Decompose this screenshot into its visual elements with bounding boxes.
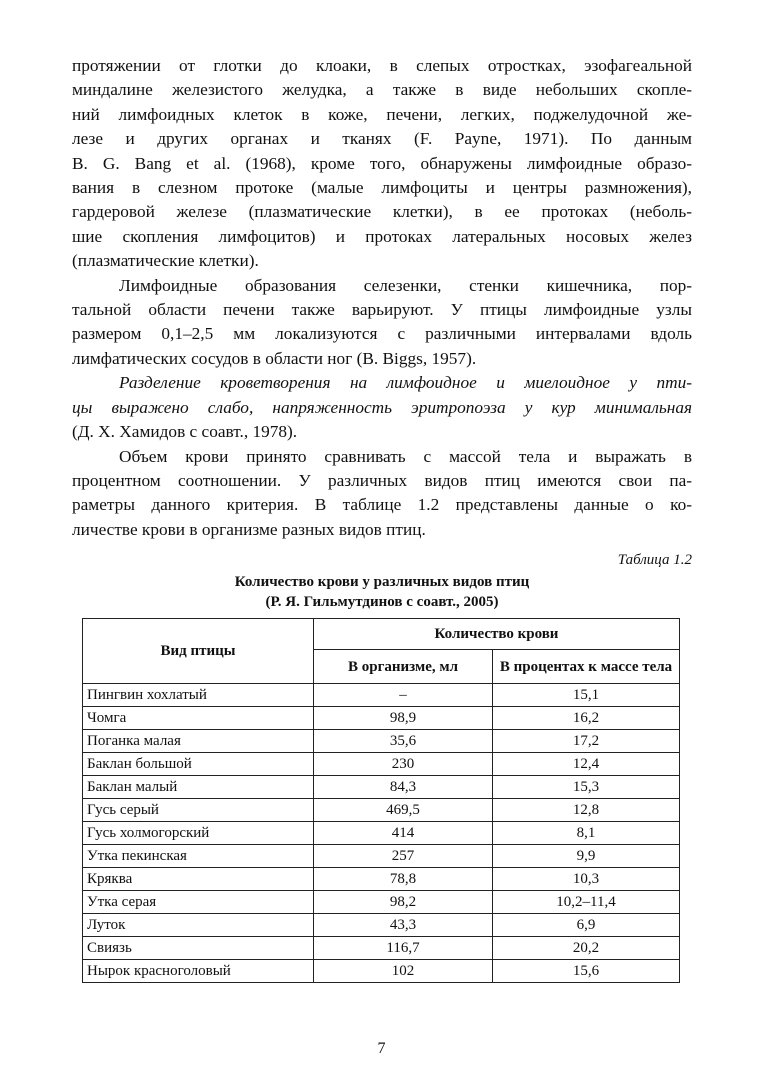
blood-ml-cell: – bbox=[314, 684, 493, 707]
species-cell: Баклан большой bbox=[83, 753, 314, 776]
blood-ml-cell: 230 bbox=[314, 753, 493, 776]
species-cell: Свиязь bbox=[83, 937, 314, 960]
blood-percent-cell: 8,1 bbox=[493, 822, 680, 845]
paragraph-3-italic-line: Разделение кроветворения на лимфоидное и миелоидное у пти- bbox=[119, 373, 692, 393]
paragraph-4 bbox=[72, 445, 692, 543]
paragraph-3-italic-line: цы выражено слабо, напряженность эритропоэза у кур минимальная bbox=[72, 397, 692, 417]
table-row bbox=[83, 868, 680, 891]
species-cell: Баклан малый bbox=[83, 776, 314, 799]
table-row bbox=[83, 937, 680, 960]
blood-ml-cell: 102 bbox=[314, 960, 493, 983]
header-in-body-ml: В организме, мл bbox=[314, 650, 493, 684]
blood-percent-cell: 16,2 bbox=[493, 707, 680, 730]
species-cell: Поганка малая bbox=[83, 730, 314, 753]
table-row bbox=[83, 960, 680, 983]
table-row bbox=[83, 707, 680, 730]
paragraph-2-line: тальной области печени также варьируют. У птицы лимфоидные узлы bbox=[72, 300, 692, 320]
table-title bbox=[72, 572, 692, 612]
blood-ml-cell: 116,7 bbox=[314, 937, 493, 960]
species-cell: Утка пекинская bbox=[83, 845, 314, 868]
table-row bbox=[83, 799, 680, 822]
blood-ml-cell: 98,9 bbox=[314, 707, 493, 730]
blood-ml-cell: 414 bbox=[314, 822, 493, 845]
blood-ml-cell: 98,2 bbox=[314, 891, 493, 914]
table-title-line-1: Количество крови у различных видов птиц bbox=[234, 574, 530, 591]
species-cell: Пингвин хохлатый bbox=[83, 684, 314, 707]
paragraph-4-line: раметры данного критерия. В таблице 1.2 представлены данные о ко- bbox=[72, 495, 692, 515]
paragraph-1-line: ний лимфоидных клеток в коже, печени, легких, поджелудочной же- bbox=[72, 104, 692, 124]
header-blood-quantity: Количество крови bbox=[314, 619, 680, 650]
paragraph-3-citation: (Д. Х. Хамидов с соавт., 1978). bbox=[72, 422, 298, 442]
paragraph-1-line: вания в слезном протоке (малые лимфоциты и центры размножения), bbox=[72, 178, 692, 198]
table-body bbox=[83, 684, 680, 983]
blood-ml-cell: 43,3 bbox=[314, 914, 493, 937]
paragraph-2 bbox=[72, 274, 692, 372]
blood-percent-cell: 15,1 bbox=[493, 684, 680, 707]
blood-volume-table bbox=[82, 618, 680, 983]
paragraph-1-line: (плазматические клетки). bbox=[72, 251, 259, 271]
paragraph-2-line: размером 0,1–2,5 мм локализуются с различными интервалами вдоль bbox=[72, 324, 692, 344]
paragraph-1-line: B. G. Bang et al. (1968), кроме того, обнаружены лимфоидные образо- bbox=[72, 153, 692, 173]
species-cell: Гусь холмогорский bbox=[83, 822, 314, 845]
paragraph-1-line: лезе и других органах и тканях (F. Payne, 1971). По данным bbox=[72, 129, 692, 149]
paragraph-1-line: миндалине железистого желудка, а также в виде небольших скопле- bbox=[72, 80, 692, 100]
table-row bbox=[83, 845, 680, 868]
species-cell: Гусь серый bbox=[83, 799, 314, 822]
species-cell: Нырок красноголовый bbox=[83, 960, 314, 983]
blood-percent-cell: 12,8 bbox=[493, 799, 680, 822]
species-cell: Чомга bbox=[83, 707, 314, 730]
blood-percent-cell: 6,9 bbox=[493, 914, 680, 937]
species-cell: Кряква bbox=[83, 868, 314, 891]
table-row bbox=[83, 684, 680, 707]
table-row bbox=[83, 730, 680, 753]
paragraph-1-line: шие скопления лимфоцитов) и протоках латеральных носовых желез bbox=[72, 226, 692, 246]
blood-ml-cell: 35,6 bbox=[314, 730, 493, 753]
blood-ml-cell: 469,5 bbox=[314, 799, 493, 822]
paragraph-2-line: Лимфоидные образования селезенки, стенки кишечника, пор- bbox=[119, 275, 692, 295]
paragraph-1 bbox=[72, 54, 692, 274]
table-row bbox=[83, 914, 680, 937]
blood-percent-cell: 12,4 bbox=[493, 753, 680, 776]
blood-percent-cell: 9,9 bbox=[493, 845, 680, 868]
paragraph-2-line: лимфатических сосудов в области ног (B. Biggs, 1957). bbox=[72, 348, 477, 368]
paragraph-1-line: протяжении от глотки до клоаки, в слепых отростках, эзофагеальной bbox=[72, 56, 692, 75]
header-percent-body-mass: В процентах к массе тела bbox=[493, 650, 680, 684]
paragraph-1-line: гардеровой железе (плазматические клетки), в ее протоках (неболь- bbox=[72, 202, 692, 222]
paragraph-3 bbox=[72, 371, 692, 444]
blood-percent-cell: 15,6 bbox=[493, 960, 680, 983]
paragraph-4-line: процентном соотношении. У различных видов птиц имеются свои па- bbox=[72, 470, 692, 490]
species-cell: Луток bbox=[83, 914, 314, 937]
table-title-line-2: (Р. Я. Гильмутдинов с соавт., 2005) bbox=[265, 594, 499, 611]
blood-percent-cell: 20,2 bbox=[493, 937, 680, 960]
species-cell: Утка серая bbox=[83, 891, 314, 914]
table-row bbox=[83, 776, 680, 799]
blood-percent-cell: 10,2–11,4 bbox=[493, 891, 680, 914]
blood-ml-cell: 257 bbox=[314, 845, 493, 868]
blood-percent-cell: 15,3 bbox=[493, 776, 680, 799]
table-row bbox=[83, 822, 680, 845]
paragraph-4-line: личестве крови в организме разных видов птиц. bbox=[72, 519, 426, 539]
blood-ml-cell: 84,3 bbox=[314, 776, 493, 799]
blood-percent-cell: 10,3 bbox=[493, 868, 680, 891]
paragraph-4-line: Объем крови принято сравнивать с массой тела и выражать в bbox=[119, 446, 692, 466]
table-row bbox=[83, 891, 680, 914]
page-number: 7 bbox=[377, 1040, 386, 1057]
page-content bbox=[72, 54, 692, 983]
table-row bbox=[83, 753, 680, 776]
header-species: Вид птицы bbox=[83, 619, 314, 684]
blood-percent-cell: 17,2 bbox=[493, 730, 680, 753]
blood-ml-cell: 78,8 bbox=[314, 868, 493, 891]
table-label: Таблица 1.2 bbox=[617, 552, 692, 569]
